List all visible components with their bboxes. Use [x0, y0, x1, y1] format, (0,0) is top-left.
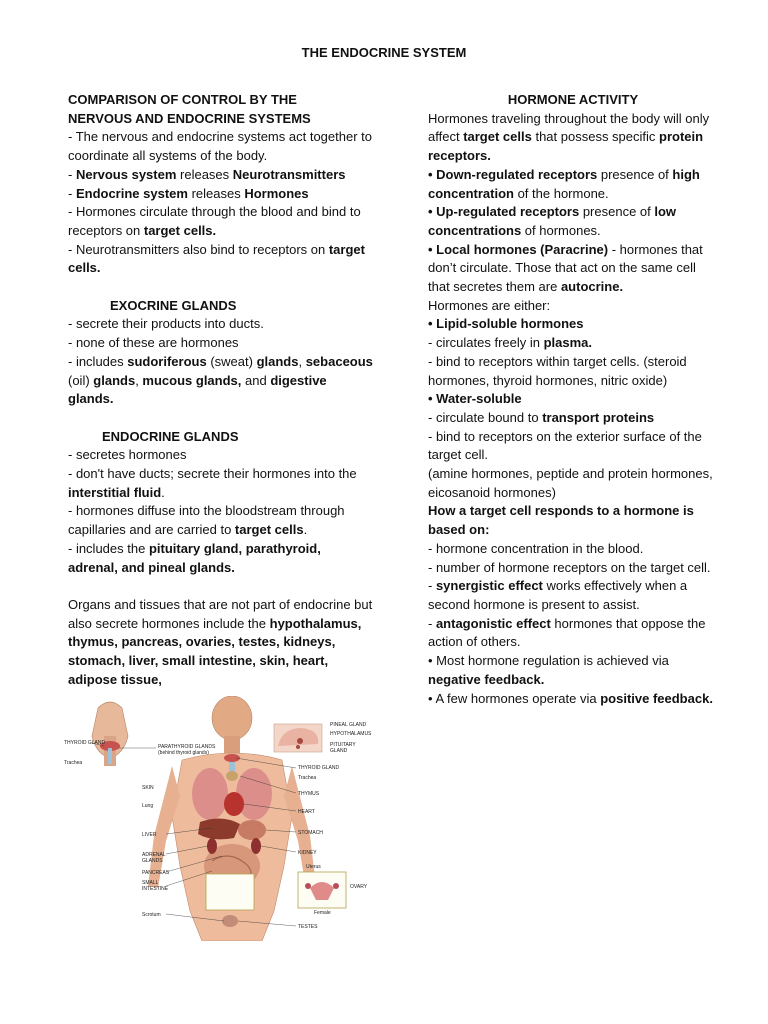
- endocrine-line: - Endocrine system releases Hormones: [68, 185, 309, 201]
- brain-inset: [274, 724, 322, 752]
- endocrine-line-3: - hormones diffuse into the bloodstream through capillaries and are carried to target cells.: [68, 503, 345, 538]
- label-heart: HEART: [298, 809, 315, 815]
- right-column: [428, 91, 718, 708]
- label-trachea-left: Trachea: [64, 760, 83, 766]
- water-line-1: - circulate bound to transport proteins: [428, 409, 655, 425]
- label-hypothalamus: HYPOTHALAMUS: [330, 731, 372, 737]
- blank-label-box: [206, 874, 254, 910]
- comparison-heading-line-1: COMPARISON OF CONTROL BY THE: [68, 92, 297, 107]
- label-liver: LIVER: [142, 832, 157, 838]
- label-pituitary: PITUITARY GLAND: [330, 742, 356, 754]
- label-trachea-right: Trachea: [298, 775, 317, 781]
- label-thyroid-right: THYROID GLAND: [298, 765, 340, 771]
- label-pancreas: PANCREAS: [142, 870, 170, 876]
- endocrine-line-4: - includes the pituitary gland, parathyroid, adrenal, and pineal glands.: [68, 540, 321, 575]
- down-regulated: • Down-regulated receptors presence of high concentration of the hormone.: [428, 166, 700, 201]
- organs-paragraph: Organs and tissues that are not part of endocrine but also secrete hormones include the hypothalamus, thymus, pancreas, ovaries, testes, kidneys, stomach, liver, small intestine, skin, heart, adipose tissue,: [68, 596, 373, 687]
- responds-line-2: - number of hormone receptors on the target cell.: [428, 559, 711, 575]
- label-lung: Lung: [142, 803, 154, 809]
- label-small-intestine: SMALL INTESTINE: [142, 880, 169, 892]
- nervous-line: - Nervous system releases Neurotransmitters: [68, 166, 346, 182]
- water-line-3: (amine hormones, peptide and protein hormones, eicosanoid hormones): [428, 466, 713, 500]
- exocrine-line-3: - includes sudoriferous (sweat) glands, sebaceous (oil) glands, mucous glands, and digestive glands.: [68, 353, 373, 407]
- neck-inset: [92, 702, 128, 766]
- label-pineal: PINEAL GLAND: [330, 722, 367, 728]
- neuro-line: - Neurotransmitters also bind to receptors on target cells.: [68, 241, 365, 276]
- water-heading: • Water-soluble: [428, 391, 522, 407]
- label-adrenal: ADRENAL GLANDS: [142, 852, 166, 864]
- label-stomach: STOMACH: [298, 830, 323, 836]
- lipid-line-2: - bind to receptors within target cells. (steroid hormones, thyroid hormones, nitric oxide): [428, 353, 687, 388]
- page-title: THE ENDOCRINE SYSTEM: [301, 45, 467, 60]
- label-testes: TESTES: [298, 924, 318, 930]
- label-thymus: THYMUS: [298, 791, 320, 797]
- label-scrotum: Scrotum: [142, 912, 161, 918]
- responds-heading: How a target cell responds to a hormone is based on:: [428, 503, 694, 538]
- hormones-either: Hormones are either:: [428, 297, 551, 313]
- exocrine-line-2: - none of these are hormones: [68, 335, 239, 351]
- female-reproductive-inset: [298, 872, 346, 908]
- label-kidney: KIDNEY: [298, 850, 317, 856]
- up-regulated: • Up-regulated receptors presence of low concentrations of hormones.: [428, 204, 677, 238]
- lipid-heading: • Lipid-soluble hormones: [428, 316, 584, 332]
- comparison-line-1: - The nervous and endocrine systems act together to coordinate all systems of the body.: [68, 129, 372, 164]
- endocrine-anatomy-figure: [62, 696, 382, 941]
- endocrine-line-1: - secretes hormones: [68, 447, 187, 463]
- hormone-intro: Hormones traveling throughout the body will only affect target cells that possess specific protein receptors.: [428, 110, 710, 164]
- label-skin: SKIN: [142, 785, 154, 791]
- endocrine-line-2: - don't have ducts; secrete their hormones into the interstitial fluid.: [68, 466, 357, 500]
- circulate-line: - Hormones circulate through the blood and bind to receptors on target cells.: [68, 204, 361, 238]
- negative-feedback-line: • Most hormone regulation is achieved via negative feedback.: [428, 653, 669, 687]
- label-parathyroid: PARATHYROID GLANDS (behind thyroid glands): [158, 744, 216, 756]
- antagonistic-line: - antagonistic effect hormones that oppose the action of others.: [428, 615, 706, 650]
- synergistic-line: - synergistic effect works effectively when a second hormone is present to assist.: [428, 578, 688, 612]
- label-ovary: OVARY: [350, 884, 368, 890]
- comparison-heading: [68, 91, 373, 128]
- left-column: [68, 91, 373, 689]
- label-uterus: Uterus: [306, 864, 321, 870]
- label-thyroid-gland: THYROID GLAND: [64, 740, 106, 746]
- local-hormones: • Local hormones (Paracrine) - hormones that don’t circulate. Those that act on the same cell that secretes them are autocrine.: [428, 241, 703, 295]
- comparison-heading-line-2: NERVOUS AND ENDOCRINE SYSTEMS: [68, 110, 311, 126]
- water-line-2: - bind to receptors on the exterior surface of the target cell.: [428, 428, 702, 463]
- exocrine-heading: EXOCRINE GLANDS: [110, 297, 237, 313]
- hormone-activity-heading: HORMONE ACTIVITY: [507, 92, 639, 107]
- lipid-line-1: - circulates freely in plasma.: [428, 335, 593, 351]
- label-female: Female: [314, 910, 331, 916]
- positive-feedback-line: • A few hormones operate via positive feedback.: [428, 690, 713, 706]
- responds-line-1: - hormone concentration in the blood.: [428, 540, 644, 556]
- exocrine-line-1: - secrete their products into ducts.: [68, 316, 264, 332]
- endocrine-heading: ENDOCRINE GLANDS: [102, 428, 239, 444]
